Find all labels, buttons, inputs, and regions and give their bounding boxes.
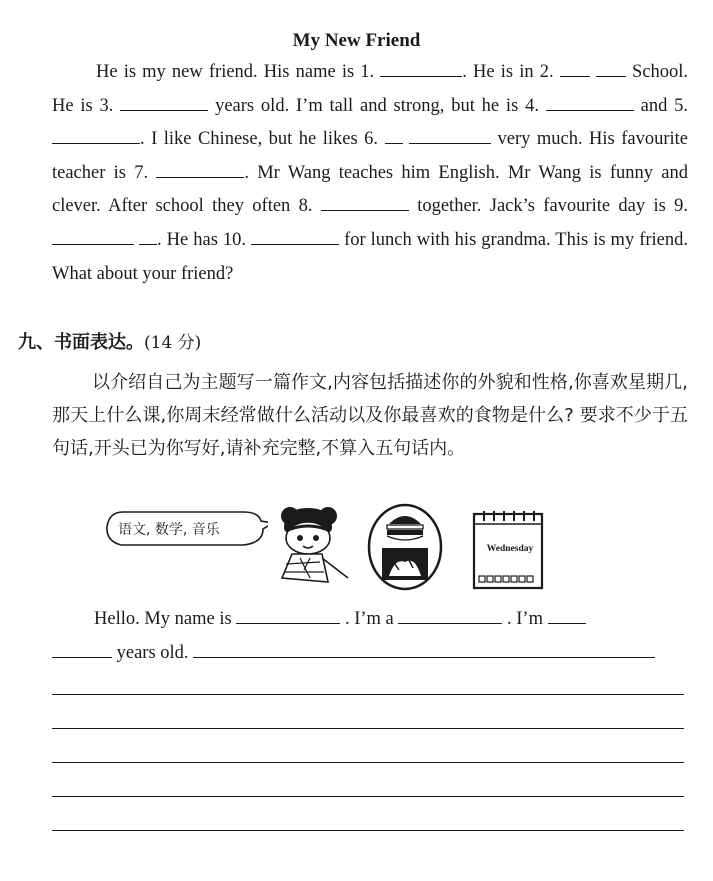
blank-6[interactable] [385,125,403,144]
writing-line[interactable] [52,762,684,763]
writing-text: years old. [116,642,189,663]
blank-6-cont[interactable] [409,125,491,144]
age-blank[interactable] [548,605,586,624]
blank-1[interactable] [380,58,462,77]
writing-text: . I’m a [344,609,394,629]
blank-2-cont[interactable] [596,58,626,77]
passage-text: together. Jack’s favourite day is 9. [417,196,689,217]
writing-text: . I’m [507,609,543,629]
passage-text: School. He is 3. [52,62,689,116]
writing-line[interactable] [52,694,684,695]
writing-line[interactable] [193,639,655,658]
section-points: (14 分) [144,333,202,353]
passage-text: years old. I’m tall and strong, but he is 4. [215,95,539,116]
blank-3[interactable] [120,92,208,111]
blank-8[interactable] [321,192,409,211]
blank-7[interactable] [156,159,244,178]
passage-text: He is my new friend. His name is 1. [96,62,375,82]
blank-5[interactable] [52,125,140,144]
passage-text: . He is in 2. [462,62,554,82]
age-blank-cont[interactable] [52,639,112,658]
writing-line[interactable] [52,796,684,797]
bubble-text: 语文, 数学, 音乐 [118,522,220,538]
passage-text: . He has 10. [157,229,247,250]
hamburger-plate-icon [365,500,445,592]
cloze-passage [52,56,688,291]
passage-text: and 5. [640,95,689,116]
passage-text: very much. His favourite teacher is 7. [52,129,689,183]
girl-drawing-icon [270,500,355,585]
writing-start [52,603,688,670]
blank-2[interactable] [560,58,590,77]
passage-text: . Mr Wang teaches him English. Mr Wang is funny and clever. After school they often 8. [52,162,688,217]
blank-10[interactable] [251,226,339,245]
writing-instructions: 以介绍自己为主题写一篇作文,内容包括描述你的外貌和性格,你喜欢星期几,那天上什么课,你周末经常做什么活动以及你最喜欢的食物是什么? 要求不少于五句话,开头已为你写好,请补充完整,不算入五句话内。 [52,372,688,459]
blank-9[interactable] [52,226,134,245]
blank-4[interactable] [546,92,634,111]
writing-line[interactable] [52,728,684,729]
calendar-day-label: Wednesday [486,544,534,554]
writing-line[interactable] [52,830,684,831]
blank-9-cont[interactable] [139,226,157,245]
writing-text: Hello. My name is [94,609,232,629]
name-blank[interactable] [236,605,340,624]
gender-blank[interactable] [398,605,502,624]
section-heading [18,328,201,354]
passage-text: . I like Chinese, but he likes 6. [140,129,379,150]
section-number: 九、书面表达。 [18,332,144,353]
passage-title: My New Friend [292,30,421,51]
passage-text: for lunch with his grandma. This is my friend. What about your friend? [52,229,689,284]
